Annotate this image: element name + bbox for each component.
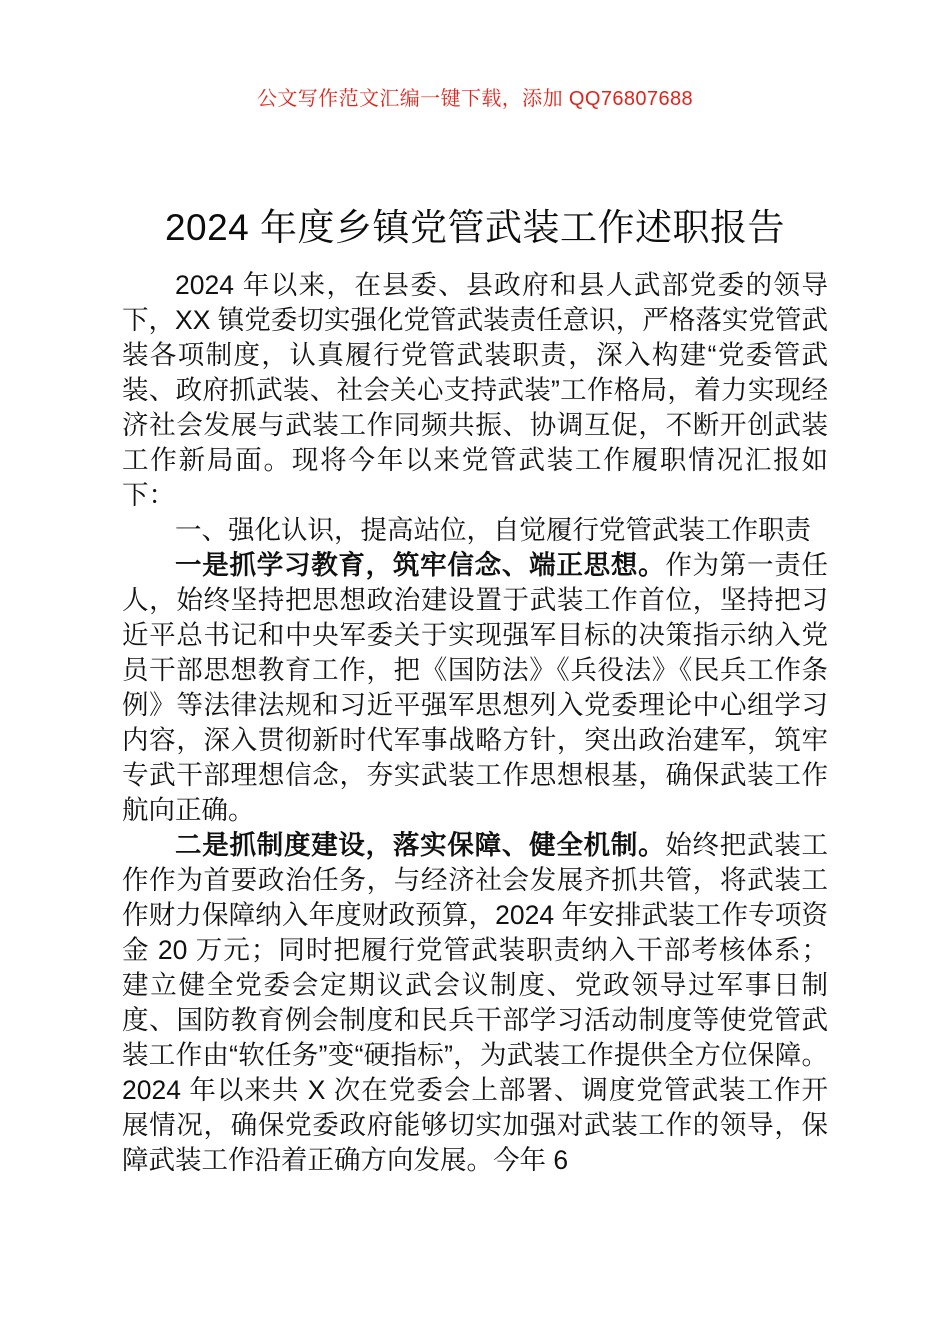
paragraph-text: 作为第一责任人，始终坚持把思想政治建设置于武装工作首位，坚持把习近平总书记和中央军委关于实现强军目标的决策指示纳入党员干部思想教育工作，把《国防法》《兵役法》《民兵工作条例》等法律法规和习近平强军思想列入党委理论中心组学习内容，深入贯彻新时代军事战略方针，突出政治建军，筑牢专武干部理想信念，夯实武装工作思想根基，确保武装工作航向正确。	[122, 550, 829, 825]
paragraph-text: 一、强化认识，提高站位，自觉履行党管武装工作职责	[175, 515, 811, 545]
page-title: 2024 年度乡镇党管武装工作述职报告	[164, 206, 786, 248]
watermark-text: 公文写作范文汇编一键下载，添加 QQ76807688	[256, 88, 694, 110]
paragraph-text: 始终把武装工作作为首要政治任务，与经济社会发展齐抓共管，将武装工作财力保障纳入年度财政预算，2024 年安排武装工作专项资金 20 万元；同时把履行党管武装职责纳入干部考核体系；建立健全党委会定期议武会议制度、党政领导过军事日制度、国防教育例会制度和民兵干部学习活动制度等使党管武装工作由“软任务”变“硬指标”，为武装工作提供全方位保障。2024 年以来共 X 次在党委会上部署、调度党管武装工作开展情况，确保党委政府能够切实加强对武装工作的领导，保障武装工作沿着正确方向发展。今年 6	[122, 830, 829, 1175]
document-body	[122, 268, 828, 1178]
paragraph-point-two	[122, 828, 828, 1178]
paragraph-point-one	[122, 548, 828, 828]
paragraph-lead: 二是抓制度建设，落实保障、健全机制。	[175, 830, 666, 860]
paragraph-section-one-heading	[122, 513, 828, 548]
paragraph-intro	[122, 268, 828, 513]
paragraph-text: 2024 年以来，在县委、县政府和县人武部党委的领导下，XX 镇党委切实强化党管武装责任意识，严格落实党管武装各项制度，认真履行党管武装职责，深入构建“党委管武装、政府抓武装、社会关心支持武装”工作格局，着力实现经济社会发展与武装工作同频共振、协调互促，不断开创武装工作新局面。现将今年以来党管武装工作履职情况汇报如下：	[122, 270, 828, 510]
paragraph-lead: 一是抓学习教育，筑牢信念、端正思想。	[175, 550, 666, 580]
